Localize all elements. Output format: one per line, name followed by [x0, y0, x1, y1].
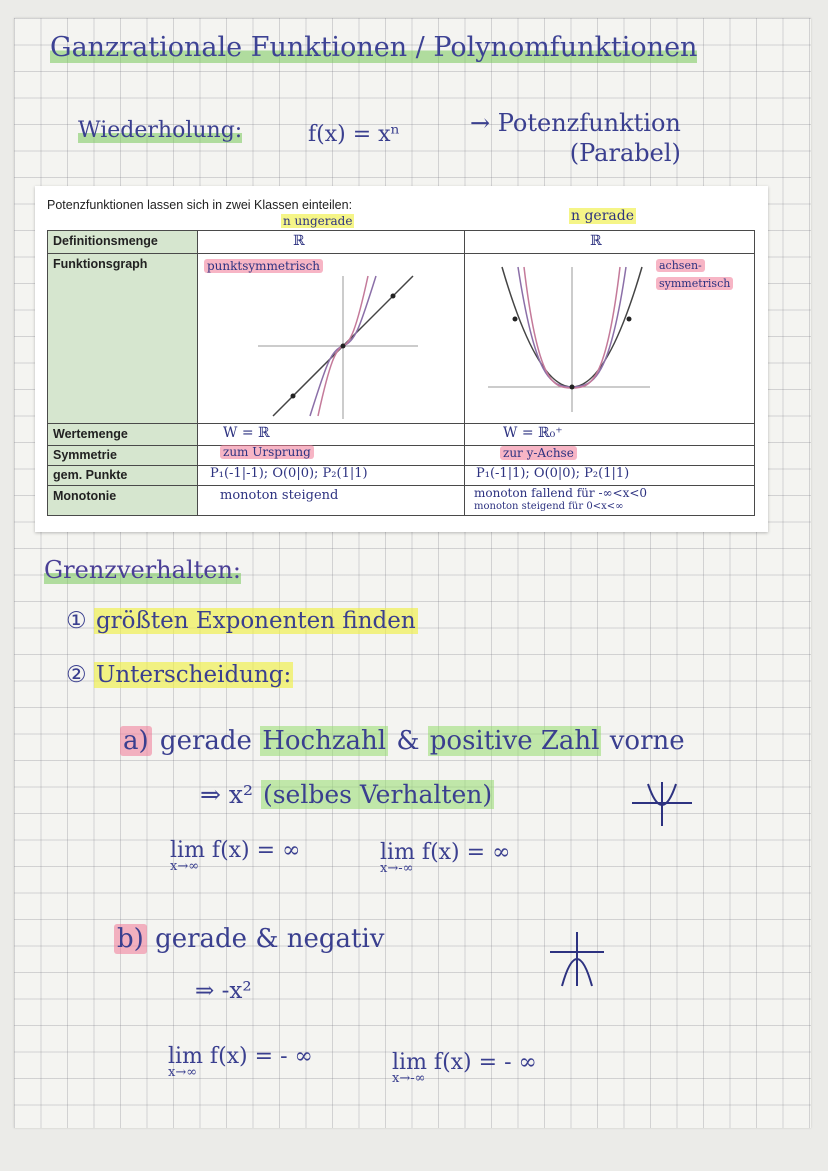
power-function-card [35, 186, 768, 532]
step-one: ① größten Exponenten finden [66, 608, 416, 634]
column-divider [464, 231, 465, 515]
downward-parabola-icon [546, 930, 608, 990]
even-symmetry: zur y-Achse [500, 446, 577, 460]
even-monotony-falling: monoton fallend für -∞<x<0 [474, 486, 648, 500]
label-symmetrie: Symmetrie [48, 445, 198, 465]
review-label: Wiederholung: [78, 118, 243, 143]
odd-range: W = ℝ [223, 425, 270, 441]
row-divider [48, 253, 754, 254]
row-divider [48, 465, 754, 466]
label-definitionsmenge: Definitionsmenge [48, 231, 198, 253]
upward-parabola-icon [630, 778, 694, 828]
label-funktionsgraph: Funktionsgraph [48, 253, 198, 423]
page-title: Ganzrationale Funktionen / Polynomfunktionen [50, 32, 698, 63]
odd-header: n ungerade [283, 214, 353, 228]
odd-function-graph [248, 271, 428, 421]
review-formula: f(x) = xⁿ [308, 122, 401, 147]
row-divider [48, 423, 754, 424]
even-monotony-rising: monoton steigend für 0<x<∞ [474, 501, 624, 512]
even-range: W = ℝ₀⁺ [503, 425, 563, 441]
row-divider [48, 485, 754, 486]
case-b-implication: ⇒ -x² [195, 978, 252, 1004]
odd-domain: ℝ [293, 233, 305, 249]
card-intro: Potenzfunktionen lassen sich in zwei Klassen einteilen: [47, 198, 353, 212]
case-b-limit-pos: lim f(x) = - ∞ x→∞ [168, 1044, 313, 1080]
case-a-limit-pos: lim f(x) = ∞ x→∞ [170, 838, 301, 874]
case-a-limit-neg: lim f(x) = ∞ x→-∞ [380, 840, 511, 876]
review-arrow-text: → Potenzfunktion (Parabel) [470, 109, 681, 167]
case-a-implication: ⇒ x² (selbes Verhalten) [200, 780, 493, 809]
case-a-statement: a) gerade Hochzahl & positive Zahl vorne [120, 726, 685, 756]
label-monotonie: Monotonie [48, 485, 198, 515]
odd-monotony: monoton steigend [220, 488, 339, 503]
limits-heading: Grenzverhalten: [44, 556, 242, 584]
row-divider [48, 445, 754, 446]
odd-symmetry: zum Ursprung [220, 445, 314, 459]
even-graph-note: achsen- symmetrisch [656, 257, 733, 293]
case-b-limit-neg: lim f(x) = - ∞ x→-∞ [392, 1050, 537, 1086]
step-two: ② Unterscheidung: [66, 662, 292, 688]
odd-graph-note: punktsymmetrisch [204, 259, 323, 273]
even-header: n gerade [571, 208, 634, 224]
even-points: P₁(-1|1); O(0|0); P₂(1|1) [476, 466, 630, 481]
properties-table [47, 230, 755, 516]
even-domain: ℝ [590, 233, 602, 249]
case-b-statement: b) gerade & negativ [114, 924, 384, 954]
label-wertemenge: Wertemenge [48, 423, 198, 445]
odd-points: P₁(-1|-1); O(0|0); P₂(1|1) [210, 466, 368, 481]
even-function-graph [480, 257, 655, 417]
label-gem-punkte: gem. Punkte [48, 465, 198, 485]
